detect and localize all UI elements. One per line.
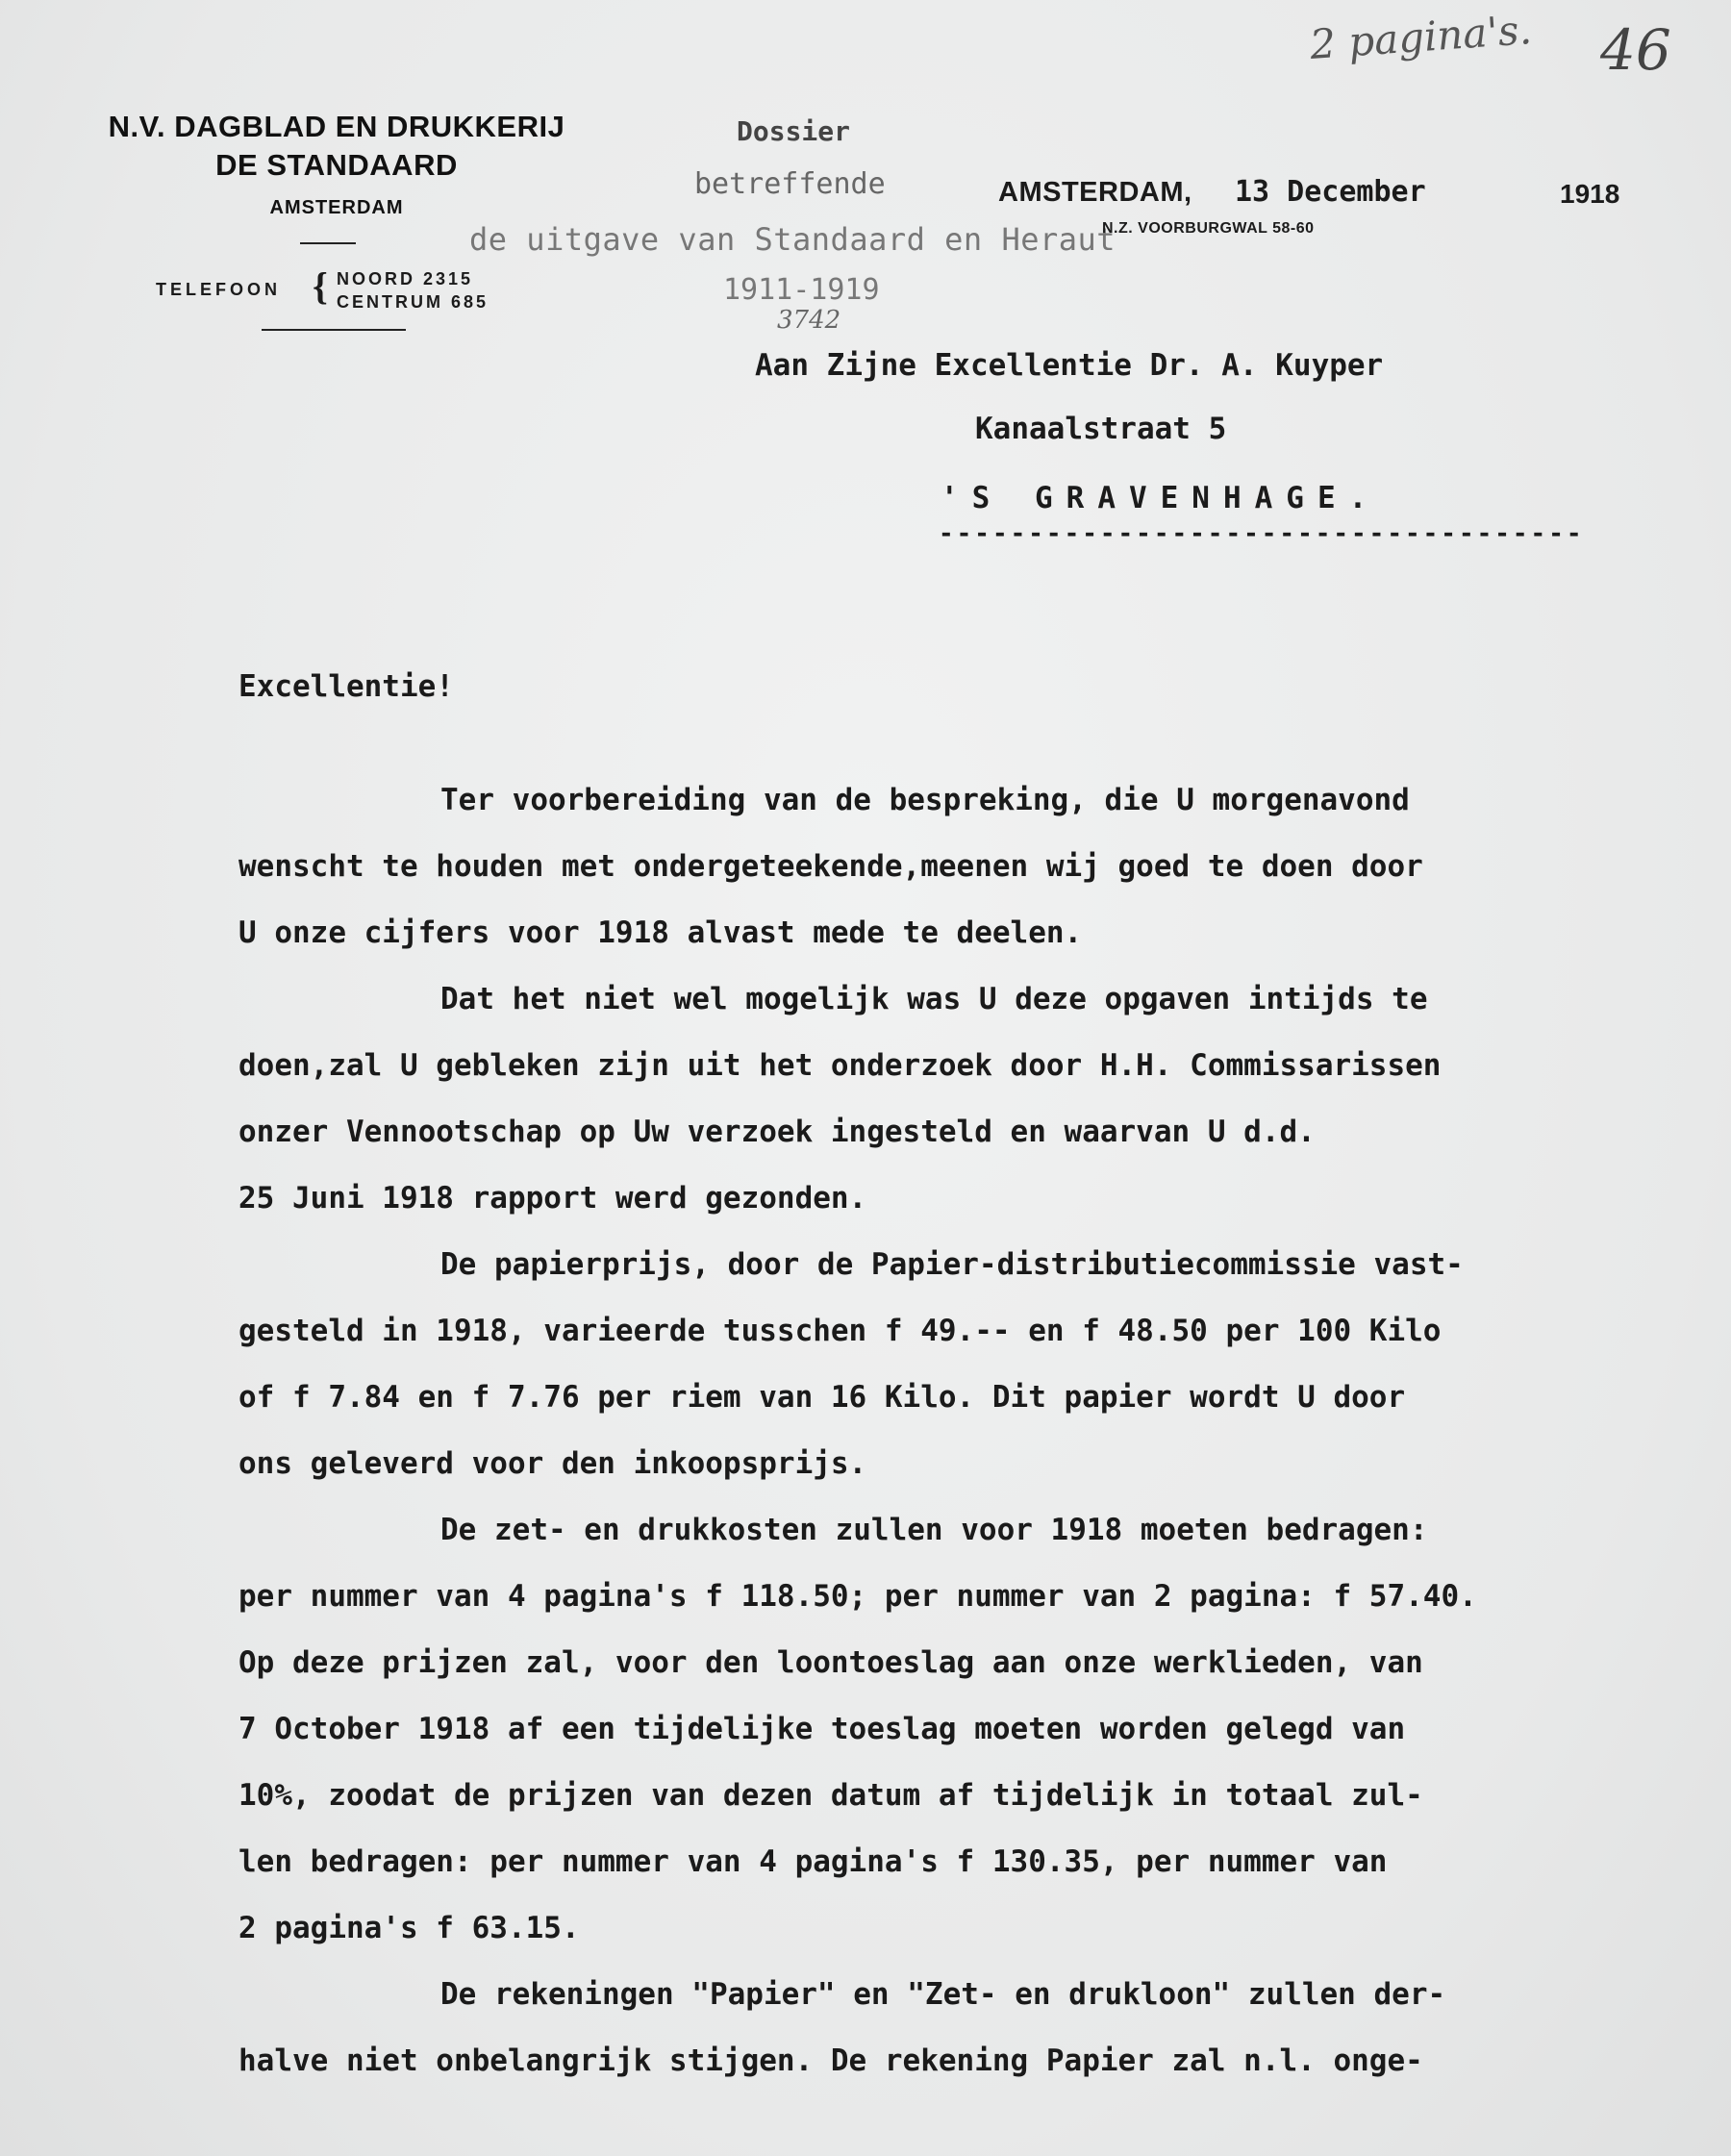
dossier-stamp-years: 1911-1919 (723, 273, 880, 307)
dateline-street: N.Z. VOORBURGWAL 58-60 (1102, 220, 1315, 237)
dossier-handwritten-number: 3742 (777, 306, 841, 335)
company-name-line1: N.V. DAGBLAD EN DRUKKERIJ (108, 110, 565, 143)
handwritten-folio-number: 46 (1600, 17, 1671, 83)
paragraph-line: Ter voorbereiding van de bespreking, die U morgenavond (440, 783, 1410, 817)
telephone-label: TELEFOON (156, 280, 281, 299)
dossier-stamp-subtitle: betreffende (694, 167, 886, 201)
paragraph (238, 1497, 1623, 1962)
address-underline: ------------------------------------ (939, 519, 1585, 548)
paragraph-line: gesteld in 1918, varieerde tusschen f 49.-- en f 48.50 per 100 Kilo (238, 1314, 1442, 1348)
dossier-stamp-title: Dossier (737, 115, 851, 147)
paragraph-line: De rekeningen "Papier" en "Zet- en drukloon" zullen der- (440, 1977, 1446, 2012)
letterhead-city: AMSTERDAM (269, 197, 404, 218)
letterhead-company (77, 108, 596, 185)
paragraph-line: of f 7.84 en f 7.76 per riem van 16 Kilo. Dit papier wordt U door (238, 1380, 1406, 1415)
dateline-year: 1918 (1560, 179, 1620, 209)
telephone-numbers (337, 267, 489, 313)
handwritten-pages-note: 2 pagina's. (1308, 6, 1534, 68)
paragraph (238, 767, 1623, 966)
dateline-city: AMSTERDAM, (998, 177, 1192, 208)
telephone-noord: NOORD 2315 (337, 269, 474, 288)
dossier-stamp-line: de uitgave van Standaard en Heraut (469, 221, 1116, 258)
paragraph-line: per nummer van 4 pagina's f 118.50; per nummer van 2 pagina: f 57.40. (238, 1579, 1477, 1614)
address-street: Kanaalstraat 5 (975, 412, 1227, 446)
letter-body (238, 669, 1623, 2094)
paragraph (238, 1962, 1623, 2094)
paragraph-line: ons geleverd voor den inkoopsprijs. (238, 1446, 867, 1481)
paragraph-line: onzer Vennootschap op Uw verzoek ingesteld en waarvan U d.d. (238, 1115, 1316, 1149)
paragraph-line: Op deze prijzen zal, voor den loontoeslag aan onze werklieden, van (238, 1645, 1423, 1680)
dateline-day-month: 13 December (1235, 175, 1426, 209)
telephone-centrum: CENTRUM 685 (337, 292, 489, 312)
paragraph-line: 2 pagina's f 63.15. (238, 1911, 580, 1945)
paragraphs (238, 767, 1623, 2094)
paragraph-line: len bedragen: per nummer van 4 pagina's f 130.35, per nummer van (238, 1844, 1388, 1879)
company-name-line2: DE STANDAARD (215, 148, 458, 182)
address-recipient: Aan Zijne Excellentie Dr. A. Kuyper (755, 348, 1384, 383)
paragraph (238, 966, 1623, 1232)
paragraph-line: De papierprijs, door de Papier-distributiecommissie vast- (440, 1247, 1464, 1282)
paragraph-line: 25 Juni 1918 rapport werd gezonden. (238, 1181, 867, 1216)
address-city: 'S GRAVENHAGE. (941, 481, 1381, 515)
paragraph-line: De zet- en drukkosten zullen voor 1918 moeten bedragen: (440, 1513, 1428, 1547)
paragraph (238, 1232, 1623, 1497)
paragraph-line: U onze cijfers voor 1918 alvast mede te deelen. (238, 915, 1083, 950)
paragraph-line: Dat het niet wel mogelijk was U deze opgaven intijds te (440, 982, 1428, 1016)
paragraph-line: 7 October 1918 af een tijdelijke toeslag moeten worden gelegd van (238, 1712, 1406, 1746)
paragraph-line: doen,zal U gebleken zijn uit het onderzoek door H.H. Commissarissen (238, 1048, 1442, 1083)
salutation: Excellentie! (238, 669, 454, 704)
paragraph-line: wenscht te houden met ondergeteekende,meenen wij goed te doen door (238, 849, 1423, 884)
letterhead-divider (300, 242, 356, 244)
letterhead-bottom-rule (262, 329, 406, 331)
paragraph-line: 10%, zoodat de prijzen van dezen datum af tijdelijk in totaal zul- (238, 1778, 1423, 1813)
telephone-brace: { (313, 264, 328, 308)
paragraph-line: halve niet onbelangrijk stijgen. De rekening Papier zal n.l. onge- (238, 2043, 1423, 2078)
